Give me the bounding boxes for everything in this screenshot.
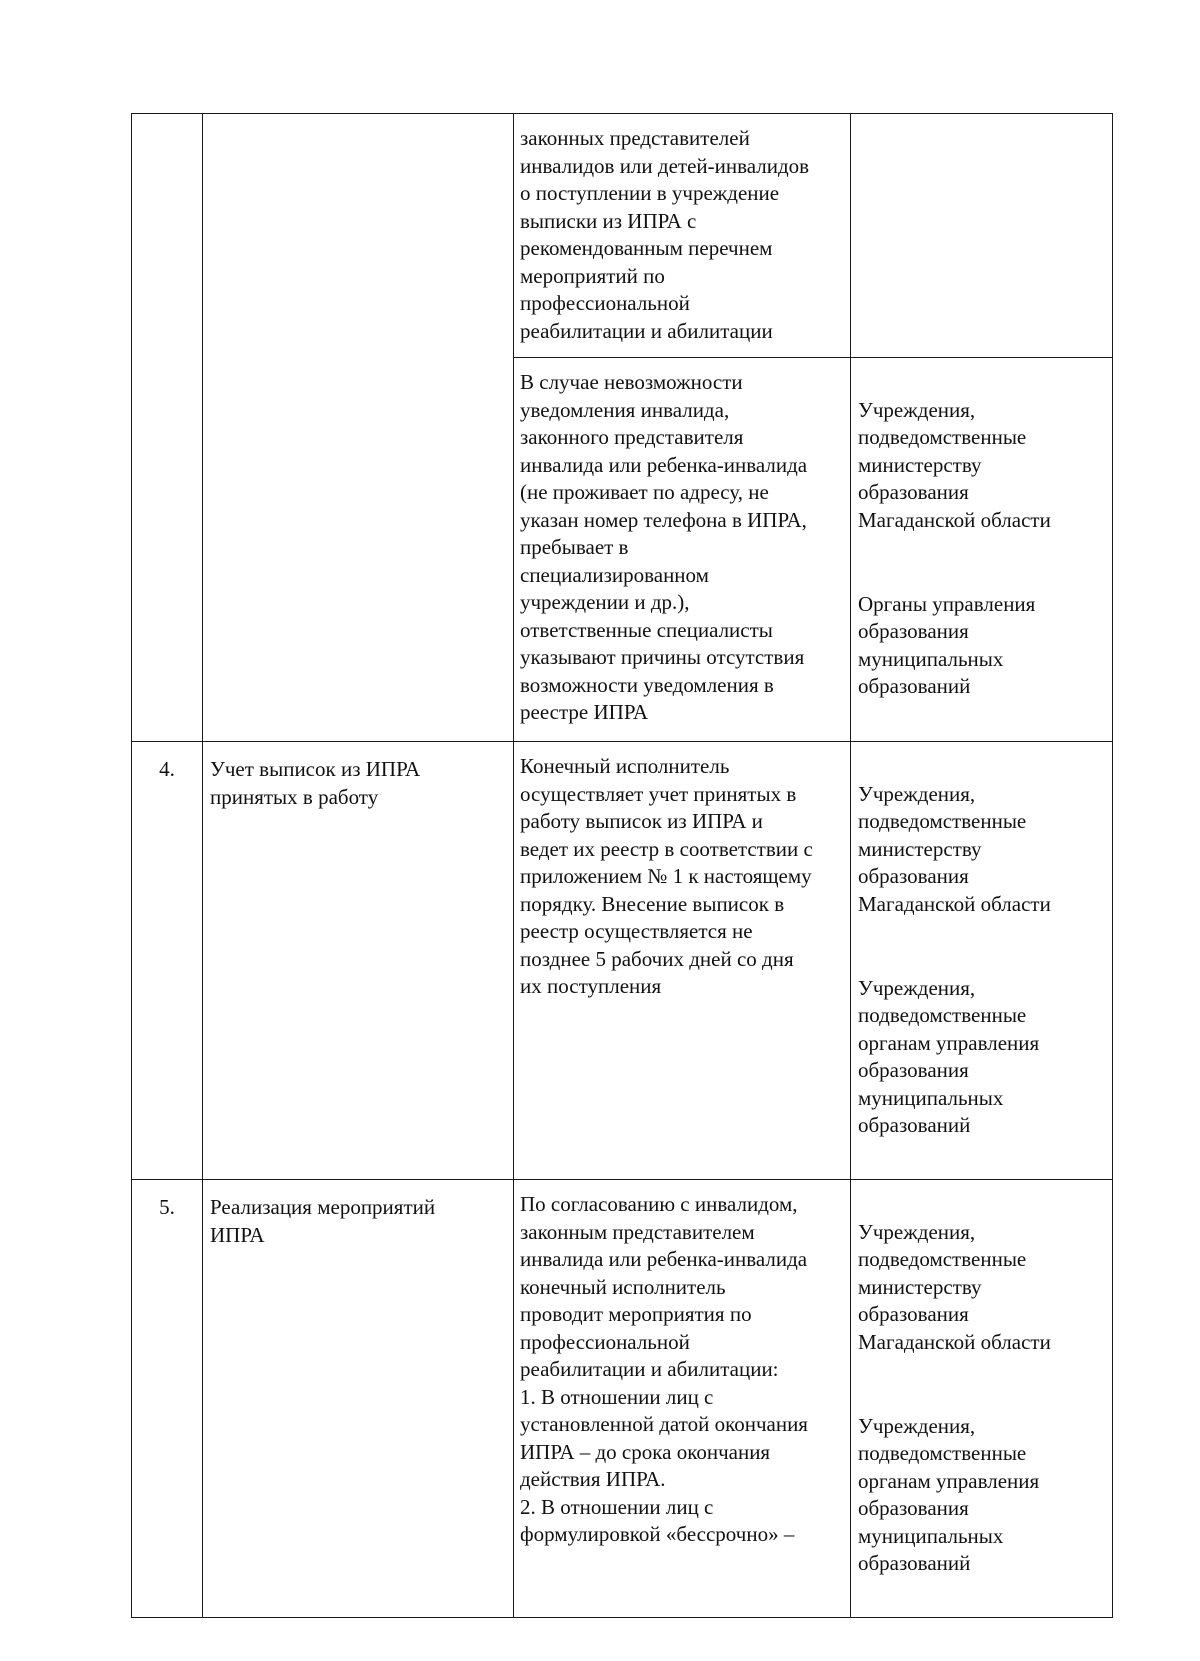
row-number: 4. (159, 757, 175, 781)
table-row (132, 1180, 1113, 1618)
executor-list (851, 358, 1112, 740)
executor-cell (851, 114, 1113, 358)
executor-list (851, 742, 1112, 1179)
row-number: 5. (159, 1195, 175, 1219)
stage-text: Реализация мероприятий ИПРА (210, 1195, 436, 1247)
content-text: законных представителей инвалидов или детей-инвалидов о поступлении в учреждение выписки из ИПРА с рекомендованным перечнем мероприятий по профессиональной реабилитации и абилитации (520, 126, 810, 343)
content-text: По согласованию с инвалидом, законным представителем инвалида или ребенка-инвалида конечный исполнитель проводит мероприятия по профессиональной реабилитации и абилитации: 1. В отношении лиц с установленной датой окончания ИПРА – до срока окончания действия ИПРА. 2. В отношении лиц с формулировкой «бессрочно» – (520, 1192, 808, 1546)
content-cell (514, 358, 851, 742)
content-text: В случае невозможности уведомления инвалида, законного представителя инвалида или ребенка-инвалида (не проживает по адресу, не указан номер телефона в ИПРА, пребывает в специализированном учреждении и др.), ответственные специалисты указывают причины отсутствия возможности уведомления в реестре ИПРА (520, 370, 808, 724)
row-number-cell (132, 1180, 203, 1618)
row-number (132, 114, 202, 138)
executor-cell (851, 358, 1113, 742)
executor-text: Учреждения, подведомственные министерству образования Магаданской области (858, 397, 1051, 532)
executor-cell (851, 1180, 1113, 1618)
stage-cell (203, 114, 514, 742)
executor-text: Органы управления образования муниципальных образований (858, 591, 1036, 698)
content-cell (514, 114, 851, 358)
stage-text: Учет выписок из ИПРА принятых в работу (210, 757, 421, 809)
procedure-table (131, 113, 1113, 1618)
executor-text: Учреждения, подведомственные министерству образования Магаданской области (858, 1219, 1051, 1354)
table-row (132, 114, 1113, 358)
executor-text: Учреждения, подведомственные органам управления образования муниципальных образований (858, 1413, 1040, 1575)
content-cell (514, 1180, 851, 1618)
table-row (132, 742, 1113, 1180)
stage-cell (203, 742, 514, 1180)
content-cell (514, 742, 851, 1180)
executor-cell (851, 742, 1113, 1180)
row-number-cell (132, 114, 203, 742)
row-number-cell (132, 742, 203, 1180)
executor-text: Учреждения, подведомственные министерству образования Магаданской области (858, 781, 1051, 916)
stage-cell (203, 1180, 514, 1618)
stage-text (203, 114, 513, 138)
executor-text: Учреждения, подведомственные органам управления образования муниципальных образований (858, 975, 1040, 1137)
executor-list (851, 1180, 1112, 1617)
content-text: Конечный исполнитель осуществляет учет принятых в работу выписок из ИПРА и ведет их реестр в соответствии с приложением № 1 к настоящему порядку. Внесение выписок в реестр осуществляется не позднее 5 рабочих дней со дня их поступления (520, 754, 813, 998)
